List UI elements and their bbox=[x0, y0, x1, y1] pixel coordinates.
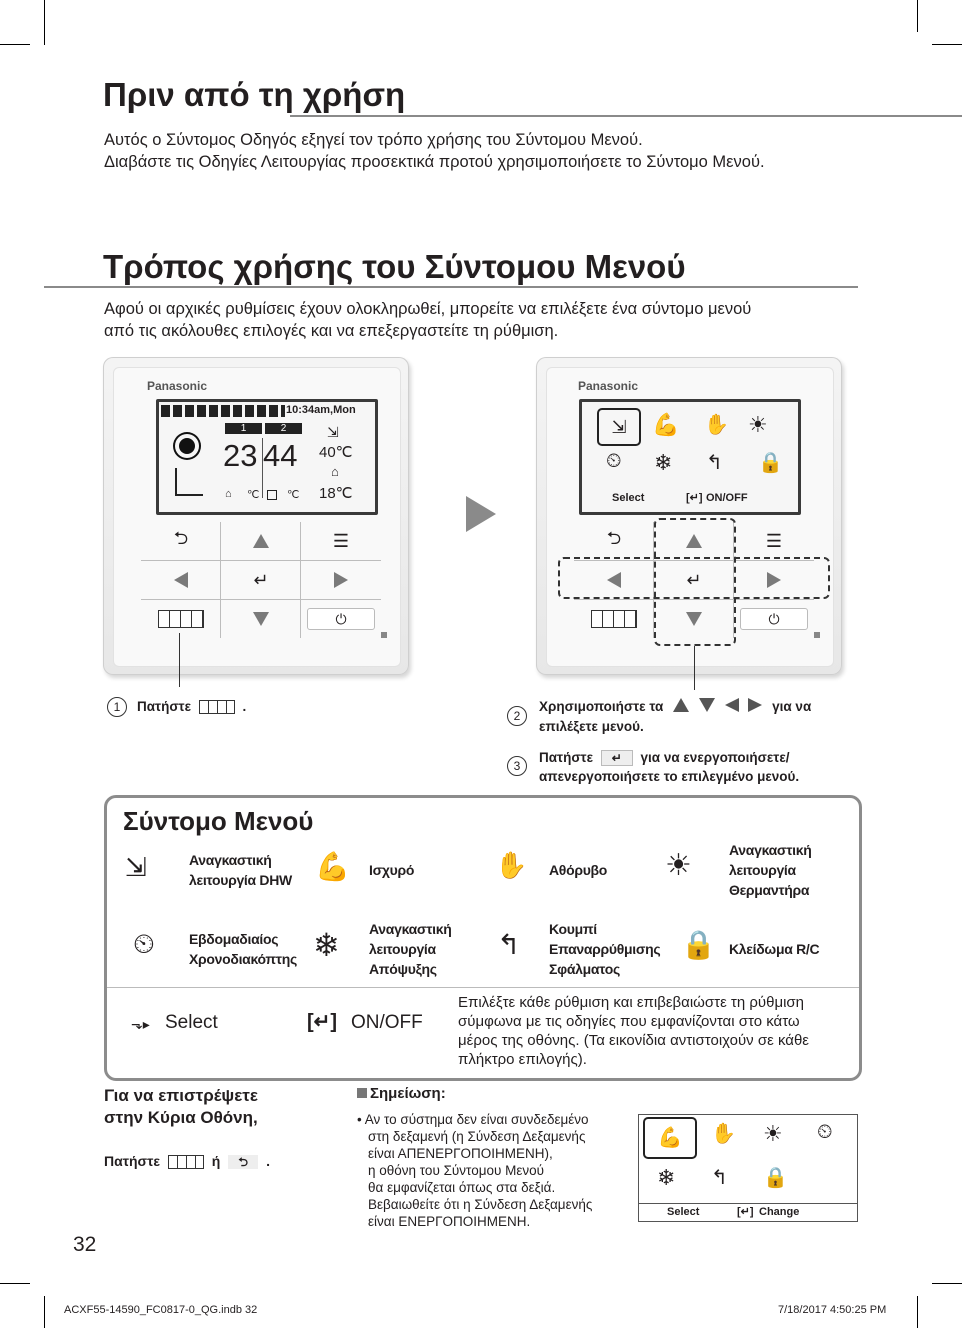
confirm-button[interactable] bbox=[221, 561, 301, 599]
dhw-icon: ⇲ bbox=[125, 852, 147, 882]
error-reset-icon: ↰ bbox=[497, 929, 521, 960]
note-heading bbox=[357, 1085, 446, 1102]
enter-icon: ↵ bbox=[601, 750, 633, 766]
step-2-label-end: για να bbox=[772, 699, 812, 714]
item-label: Ισχυρό bbox=[369, 862, 415, 878]
note-line: θα εμφανίζεται όπως στα δεξιά. bbox=[368, 1180, 556, 1195]
crop-mark bbox=[44, 1296, 45, 1328]
howto-line: Αφού οι αρχικές ρυθμίσεις έχουν ολοκληρωθεί, μπορείτε να επιλέξετε ένα σύντομο μενού bbox=[104, 300, 752, 318]
status-led bbox=[381, 632, 387, 638]
item-label: Εβδομαδιαίος bbox=[189, 931, 279, 947]
callout-line bbox=[179, 633, 180, 687]
weekly-timer-icon: ⏲ bbox=[133, 928, 155, 959]
note-heading-text: Σημείωση: bbox=[370, 1085, 446, 1102]
outdoor-icon: ⌂ bbox=[331, 464, 339, 479]
step-1-end: . bbox=[242, 699, 247, 714]
heater-icon: ☀ bbox=[665, 849, 692, 882]
item-label: Κουμπί bbox=[549, 921, 597, 937]
quiet-icon: ✋ bbox=[495, 850, 528, 880]
menu-icon-lock: 🔒 bbox=[763, 1167, 788, 1189]
lcd-footer-enter-icon: [↵] bbox=[686, 492, 703, 504]
sun-icon bbox=[179, 438, 195, 454]
grid-footer-change: Change bbox=[759, 1206, 800, 1218]
legend-note-line: μέρος της οθόνης. (Τα εικονίδια αντιστοιχούν σε κάθε bbox=[458, 1032, 809, 1049]
howto-line: από τις ακόλουθες επιλογές και να επεξεργαστείτε τη ρύθμιση. bbox=[104, 322, 559, 340]
page-number: 32 bbox=[73, 1233, 97, 1256]
callout-line bbox=[694, 646, 695, 690]
brand-logo: Panasonic bbox=[147, 379, 208, 393]
note-body bbox=[357, 1111, 592, 1230]
quick-menu-grid-icon bbox=[199, 700, 235, 714]
menu-icon-quiet: ✋ bbox=[711, 1123, 736, 1145]
defrost-icon: ❄ bbox=[313, 927, 340, 963]
quick-menu-button[interactable] bbox=[574, 600, 654, 638]
zone-2-temperature: 44 bbox=[263, 438, 298, 473]
item-force-dhw bbox=[189, 850, 292, 890]
step-3-label: Πατήστε bbox=[539, 750, 593, 765]
zone-2-unit: ℃ bbox=[287, 489, 300, 501]
menu-icon-error-reset: ↰ bbox=[711, 1167, 728, 1189]
return-instruction bbox=[104, 1153, 270, 1169]
zone-2-tab: 2 bbox=[265, 423, 302, 434]
note-line: είναι ΕΝΕΡΓΟΠΟΙΗΜΕΝΗ. bbox=[368, 1214, 531, 1229]
step-3-line-2: απενεργοποιήσετε το επιλεγμένο μενού. bbox=[539, 769, 800, 784]
menu-icon-error-reset: ↰ bbox=[706, 452, 723, 474]
crop-mark bbox=[917, 1296, 918, 1328]
zone-1-tab: 1 bbox=[225, 423, 262, 434]
item-force-heater bbox=[729, 840, 812, 900]
item-label: λειτουργία bbox=[369, 941, 436, 957]
left-arrow-icon bbox=[725, 698, 739, 712]
step-3-number: 3 bbox=[507, 756, 527, 776]
highlight-horizontal-keys bbox=[558, 557, 830, 599]
up-arrow-icon bbox=[253, 534, 269, 548]
menu-icon-heater: ☀ bbox=[748, 412, 768, 437]
menu-icon-timer: ⏲ bbox=[817, 1121, 833, 1143]
status-led bbox=[814, 632, 820, 638]
right-arrow-icon bbox=[334, 572, 348, 588]
down-button[interactable] bbox=[221, 600, 301, 638]
back-icon: ⮌ bbox=[606, 528, 622, 548]
step-2-line-2: επιλέξετε μενού. bbox=[539, 718, 644, 734]
item-powerful bbox=[369, 860, 414, 880]
tank-tap-icon: ⇲ bbox=[327, 424, 339, 440]
item-label: Χρονοδιακόπτης bbox=[189, 951, 297, 967]
home-icon: ⌂ bbox=[225, 488, 232, 500]
tank-temperature: 40℃ bbox=[319, 444, 353, 461]
item-label: Επαναρρύθμισης bbox=[549, 941, 661, 957]
remote-controller-main-screen bbox=[103, 357, 409, 675]
status-icons bbox=[161, 405, 285, 417]
down-arrow-icon bbox=[699, 698, 715, 712]
item-label: Κλείδωμα R/C bbox=[729, 941, 820, 957]
power-button[interactable] bbox=[301, 600, 381, 638]
return-or-label: ή bbox=[211, 1153, 221, 1169]
title-rule bbox=[290, 115, 962, 117]
remote-controller-quick-menu bbox=[536, 357, 842, 675]
lcd-quick-menu bbox=[579, 399, 801, 515]
select-label: Select bbox=[165, 1012, 218, 1033]
section-title-how-to-use: Τρόπος χρήσης του Σύντομου Μενού bbox=[103, 248, 686, 285]
item-label: Αναγκαστική bbox=[189, 852, 272, 868]
item-force-defrost bbox=[369, 919, 452, 979]
onoff-label: ON/OFF bbox=[351, 1012, 423, 1033]
menu-icon-powerful: 💪 bbox=[643, 1117, 697, 1159]
note-line: η οθόνη του Σύντομου Μενού bbox=[368, 1163, 545, 1178]
item-label: Αθόρυβο bbox=[549, 862, 608, 878]
crop-mark bbox=[932, 44, 962, 45]
intro-line: Διαβάστε τις Οδηγίες Λειτουργίας προσεκτικά προτού χρησιμοποιήσετε το Σύντομο Μενού. bbox=[104, 153, 765, 171]
quick-menu-grid-icon bbox=[158, 610, 204, 628]
item-error-reset bbox=[549, 919, 660, 979]
enter-icon: ↵ bbox=[686, 569, 702, 590]
item-label: Αναγκαστική bbox=[729, 842, 812, 858]
right-button[interactable] bbox=[301, 561, 381, 599]
zone-1-temperature: 23 bbox=[223, 438, 258, 473]
back-button[interactable] bbox=[141, 522, 221, 560]
tap-icon bbox=[175, 468, 203, 496]
item-label: Σφάλματος bbox=[549, 961, 620, 977]
legend-divider bbox=[107, 987, 859, 988]
select-arrows-icon: ⬎▸ bbox=[131, 1016, 150, 1032]
left-arrow-icon bbox=[174, 572, 188, 588]
intro-paragraph bbox=[104, 129, 765, 173]
intro-line: Αυτός ο Σύντομος Οδηγός εξηγεί τον τρόπο χρήσης του Σύντομου Μενού. bbox=[104, 131, 643, 149]
menu-button[interactable] bbox=[734, 522, 814, 560]
power-icon: ⏻ bbox=[307, 608, 375, 630]
powerful-icon: 💪 bbox=[315, 851, 350, 882]
menu-icon-powerful: 💪 bbox=[652, 412, 680, 437]
enter-bracket-icon: [↵] bbox=[307, 1011, 338, 1033]
title-rule bbox=[44, 286, 858, 288]
step-3-text bbox=[539, 748, 799, 786]
back-icon: ⮌ bbox=[228, 1155, 258, 1169]
brand-logo: Panasonic bbox=[578, 379, 639, 393]
return-heading-line: στην Κύρια Οθόνη, bbox=[104, 1108, 258, 1127]
item-quiet bbox=[549, 860, 607, 880]
left-button[interactable] bbox=[141, 561, 221, 599]
grid-footer-enter-icon: [↵] bbox=[737, 1206, 754, 1218]
menu-list-icon: ☰ bbox=[765, 530, 783, 551]
zone-1-unit: ℃ bbox=[247, 489, 260, 501]
quick-menu-no-tank-screen bbox=[638, 1114, 858, 1222]
step-2-label: Χρησιμοποιήστε τα bbox=[539, 699, 664, 714]
grid-footer-rule bbox=[639, 1203, 857, 1204]
section-title-before-use: Πριν από τη χρήση bbox=[103, 76, 406, 113]
crop-mark bbox=[0, 44, 30, 45]
right-arrow-icon bbox=[748, 698, 762, 712]
outdoor-temperature: 18℃ bbox=[319, 485, 353, 502]
note-line: είναι ΑΠΕΝΕΡΓΟΠΟΙΗΜΕΝΗ), bbox=[368, 1146, 553, 1161]
item-label: λειτουργία bbox=[729, 862, 796, 878]
return-heading bbox=[104, 1085, 258, 1129]
menu-list-icon: ☰ bbox=[332, 530, 350, 551]
legend-note-line: πλήκτρο επιλογής). bbox=[458, 1051, 587, 1068]
item-rc-lock bbox=[729, 939, 819, 959]
item-label: Αναγκαστική bbox=[369, 921, 452, 937]
legend-note-line: Επιλέξτε κάθε ρύθμιση και επιβεβαιώστε τη ρύθμιση bbox=[458, 994, 805, 1011]
footer-file-info: ACXF55-14590_FC0817-0_QG.indb 32 bbox=[64, 1304, 258, 1316]
up-arrow-icon bbox=[673, 698, 689, 712]
clock-readout: 10:34am,Mon bbox=[286, 404, 356, 416]
crop-mark bbox=[44, 0, 45, 45]
item-label: Θερμαντήρα bbox=[729, 882, 810, 898]
keypad bbox=[141, 522, 381, 638]
lock-icon: 🔒 bbox=[681, 929, 716, 960]
step-3-label-end: για να ενεργοποιήσετε/ bbox=[640, 750, 790, 765]
note-line: στη δεξαμενή (η Σύνδεση Δεξαμενής bbox=[368, 1129, 586, 1144]
power-button[interactable] bbox=[734, 600, 814, 638]
return-press-label: Πατήστε bbox=[104, 1153, 160, 1169]
menu-button[interactable] bbox=[301, 522, 381, 560]
lcd-footer-onoff: ON/OFF bbox=[706, 492, 748, 504]
legend-note bbox=[458, 993, 809, 1069]
back-icon: ⮌ bbox=[173, 528, 189, 548]
note-line: Βεβαιωθείτε ότι η Σύνδεση Δεξαμενής bbox=[368, 1197, 593, 1212]
item-weekly-timer bbox=[189, 929, 297, 969]
menu-icon-defrost: ❄ bbox=[654, 450, 673, 475]
quick-menu-grid-icon bbox=[591, 610, 637, 628]
quick-menu-button[interactable] bbox=[141, 600, 221, 638]
step-1-text bbox=[137, 697, 246, 716]
crop-mark bbox=[917, 0, 918, 32]
howto-paragraph bbox=[104, 298, 751, 342]
crop-mark bbox=[932, 1283, 962, 1284]
menu-icon-heater: ☀ bbox=[763, 1121, 783, 1146]
menu-icon-quiet: ✋ bbox=[704, 414, 729, 436]
room-sensor-icon bbox=[267, 490, 277, 500]
arrow-keys-icons bbox=[673, 698, 762, 717]
quick-menu-legend bbox=[104, 795, 862, 1081]
note-line: • Αν το σύστημα δεν είναι συνδεδεμένο bbox=[357, 1112, 589, 1127]
down-arrow-icon bbox=[253, 612, 269, 626]
menu-icon-timer: ⏲ bbox=[606, 450, 622, 472]
zone-divider bbox=[262, 438, 263, 498]
menu-icon-dhw: ⇲ bbox=[597, 408, 641, 446]
return-end: . bbox=[266, 1153, 271, 1169]
up-button[interactable] bbox=[221, 522, 301, 560]
enter-icon: ↵ bbox=[253, 569, 269, 590]
menu-icon-lock: 🔒 bbox=[758, 452, 783, 474]
step-2-text bbox=[539, 697, 811, 736]
footer-timestamp: 7/18/2017 4:50:25 PM bbox=[778, 1304, 887, 1316]
grid-footer-select: Select bbox=[667, 1206, 700, 1218]
step-1-number: 1 bbox=[107, 697, 127, 717]
item-label: λειτουργία DHW bbox=[189, 872, 292, 888]
lcd-footer-select: Select bbox=[612, 492, 645, 504]
legend-note-line: σύμφωνα με τις οδηγίες που εμφανίζονται στο κάτω bbox=[458, 1013, 800, 1030]
item-label: Απόψυξης bbox=[369, 961, 437, 977]
step-1-label: Πατήστε bbox=[137, 699, 191, 714]
power-icon: ⏻ bbox=[740, 608, 808, 630]
back-button[interactable] bbox=[574, 522, 654, 560]
note-square-icon bbox=[357, 1088, 367, 1098]
quick-menu-grid-icon bbox=[168, 1155, 204, 1169]
menu-icon-defrost: ❄ bbox=[657, 1165, 676, 1190]
return-heading-line: Για να επιστρέψετε bbox=[104, 1086, 258, 1105]
quick-menu-title: Σύντομο Μενού bbox=[123, 806, 314, 836]
arrow-next-icon bbox=[466, 496, 496, 532]
lcd-main-screen bbox=[156, 399, 378, 515]
step-2-number: 2 bbox=[507, 706, 527, 726]
crop-mark bbox=[0, 1283, 30, 1284]
keypad bbox=[574, 522, 814, 638]
